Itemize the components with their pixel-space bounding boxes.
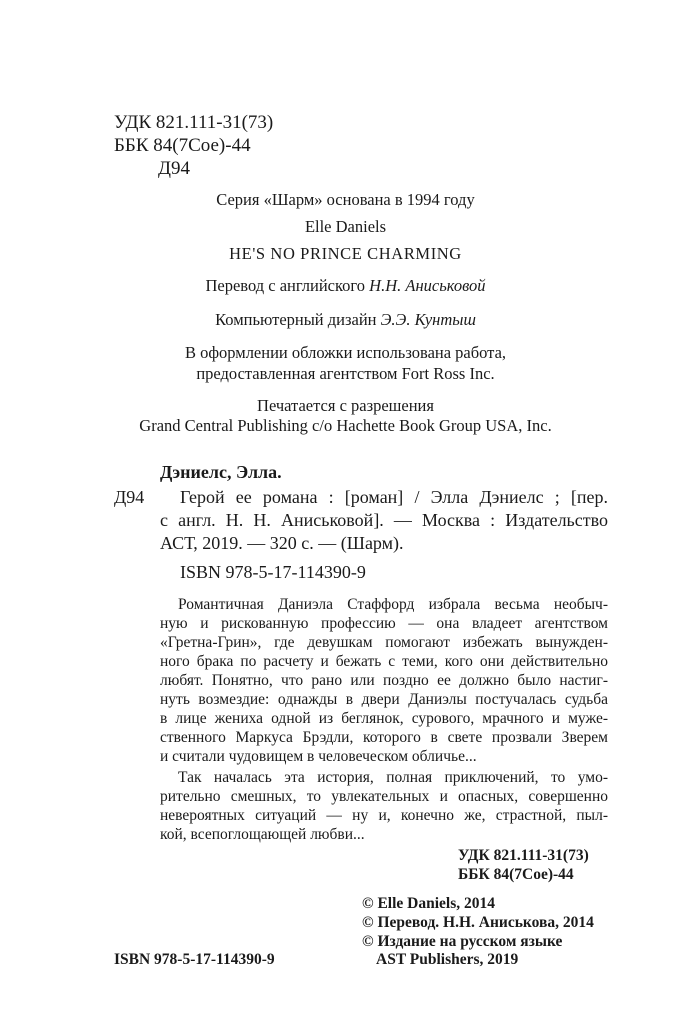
permission-line-2: Grand Central Publishing c/o Hachette Book Group USA, Inc. [139, 416, 552, 435]
copyright-publisher: AST Publishers, 2019 [376, 951, 519, 968]
annotation-line: ного брака по расчету и бежать с теми, кого они действительно [160, 653, 608, 670]
annotation-line: кой, всепоглощающей любви... [160, 826, 365, 843]
original-author: Elle Daniels [304, 217, 387, 236]
translation-credit [0, 276, 691, 296]
annotation-line: любят. Понятно, что рано или поздно ее должно было настиг- [160, 672, 608, 689]
copyright-translation: © Перевод. Н.Н. Аниськова, 2014 [362, 914, 594, 931]
bbk-code: ББК 84(7Сое)-44 [114, 135, 251, 156]
design-prefix: Компьютерный дизайн [215, 310, 377, 329]
translation-prefix: Перевод с английского [205, 276, 366, 295]
design-credit [0, 310, 691, 330]
copyright-edition: © Издание на русском языке [362, 933, 563, 950]
designer-name: Э.Э. Кунтыш [380, 310, 476, 329]
permission-line-1: Печатается с разрешения [257, 396, 434, 415]
annotation-line: «Гретна-Грин», где девушкам помогают избежать вынужден- [160, 634, 608, 651]
annotation-line: нуть возмездие: однажды в двери Даниэлы постучалась судьба [160, 691, 608, 708]
series-note: Серия «Шарм» основана в 1994 году [216, 190, 475, 209]
original-title: HE'S NO PRINCE CHARMING [229, 244, 462, 263]
annotation-line: рительно смешных, то увлекательных и опасных, совершенно [160, 788, 608, 805]
annotation-line: Так началась эта история, полная приключений, то умо- [178, 769, 608, 786]
footer-bbk: ББК 84(7Сое)-44 [458, 866, 574, 883]
record-heading: Дэниелс, Элла. [160, 462, 282, 482]
annotation-line: и считали чудовищем в человеческом обличье... [160, 748, 477, 765]
record-line-1: Герой ее романа : [роман] / Элла Дэниелс ; [пер. [180, 487, 608, 507]
cover-credit-line-2: предоставленная агентством Fort Ross Inc. [196, 364, 495, 383]
footer-udk: УДК 821.111-31(73) [458, 847, 589, 864]
annotation-line: ную и рискованную профессию — она владеет агентством [160, 615, 608, 632]
record-code: Д94 [114, 487, 145, 507]
annotation-line: Романтичная Даниэла Стаффорд избрала весьма необыч- [178, 596, 608, 613]
record-line-2: с англ. Н. Н. Аниськовой]. — Москва : Издательство [160, 510, 608, 530]
copyright-author: © Elle Daniels, 2014 [362, 895, 495, 912]
record-line-3: АСТ, 2019. — 320 с. — (Шарм). [160, 533, 404, 553]
cover-credit-line-1: В оформлении обложки использована работа, [184, 343, 507, 362]
footer-isbn: ISBN 978-5-17-114390-9 [114, 951, 275, 968]
translator-name: Н.Н. Аниськовой [369, 276, 486, 295]
annotation-line: ственного Маркуса Брэдли, которого в свете прозвали Зверем [160, 729, 608, 746]
udk-code: УДК 821.111-31(73) [114, 112, 274, 133]
annotation-line: в лице жениха одной из беглянок, сурового, мрачного и муже- [160, 710, 608, 727]
annotation-line: невероятных ситуаций — ну и, конечно же, страстной, пыл- [160, 807, 608, 824]
author-mark: Д94 [158, 158, 190, 179]
record-isbn: ISBN 978-5-17-114390-9 [180, 562, 366, 582]
